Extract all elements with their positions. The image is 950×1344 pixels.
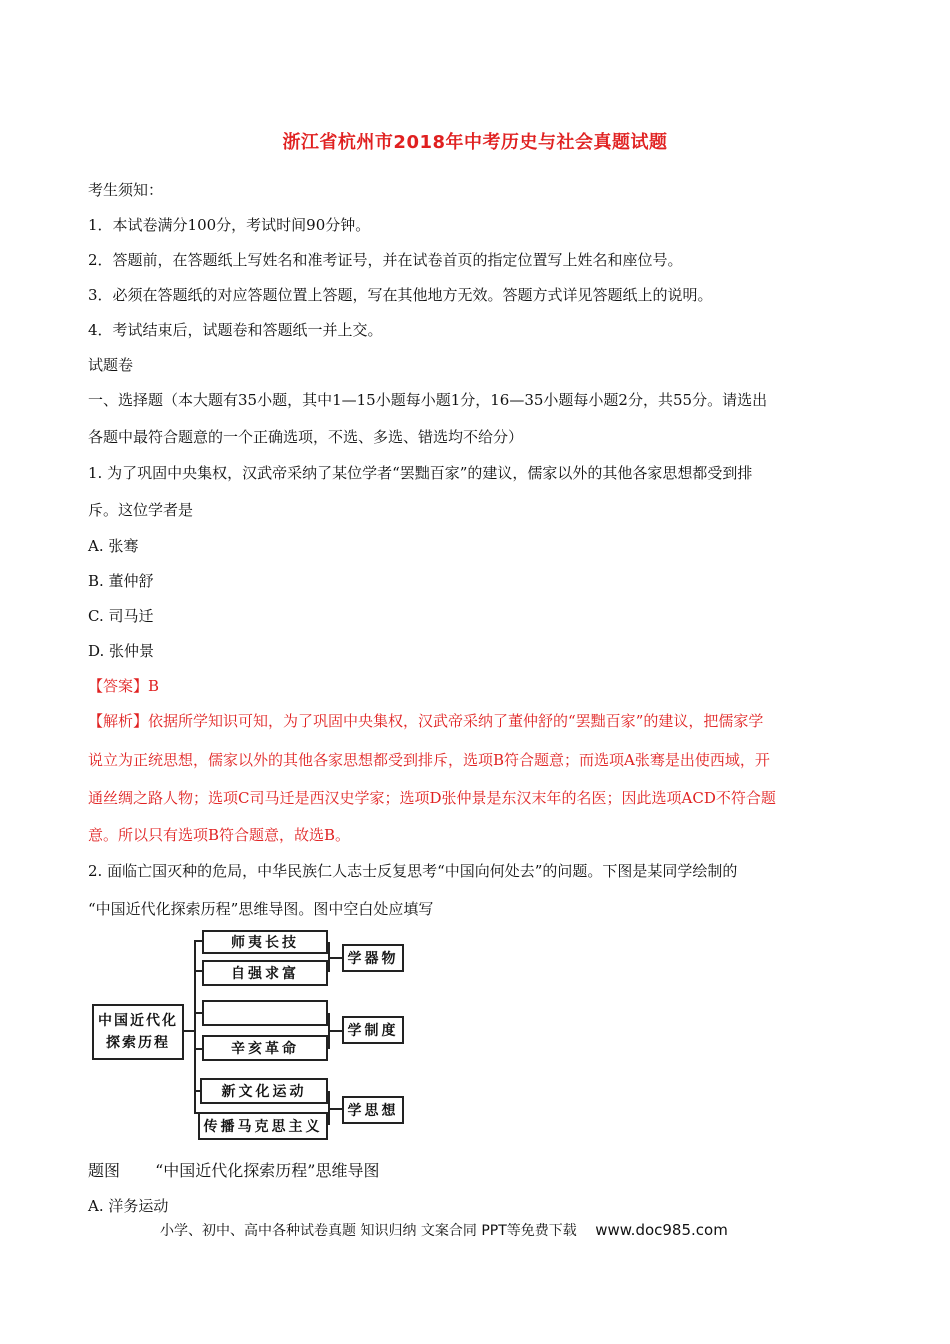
diagram-connector <box>194 970 202 972</box>
diagram-connector <box>194 940 202 942</box>
page-footer <box>160 1220 728 1240</box>
diagram-root-box <box>92 1004 184 1060</box>
diagram-item-box: 辛亥革命 <box>202 1035 328 1061</box>
question-stem-line: 1. 为了巩固中央集权，汉武帝采纳了某位学者“罢黜百家”的建议，儒家以外的其他各家思想都受到排 <box>88 464 753 482</box>
notice-item: 3．必须在答题纸的对应答题位置上答题，写在其他地方无效。答题方式详见答题纸上的说明。 <box>88 286 713 304</box>
section-intro-line: 各题中最符合题意的一个正确选项，不选、多选、错选均不给分） <box>88 428 524 446</box>
footer-text: 小学、初中、高中各种试卷真题 知识归纳 文案合同 PPT等免费下载 <box>160 1223 577 1239</box>
notice-item: 1．本试卷满分100分，考试时间90分钟。 <box>88 216 371 234</box>
diagram-item-box: 师夷长技 <box>202 930 328 954</box>
diagram-connector <box>194 940 196 1112</box>
document-title: 浙江省杭州市2018年中考历史与社会真题试题 <box>282 132 668 153</box>
analysis-line <box>88 711 763 731</box>
diagram-connector <box>328 1030 342 1032</box>
diagram-group-box: 学制度 <box>342 1016 404 1044</box>
section-intro-line: 一、选择题（本大题有35小题，其中1—15小题每小题1分，16—35小题每小题2分，共55分。请选出 <box>88 391 768 409</box>
option-a: A. 张骞 <box>88 537 139 555</box>
diagram-connector <box>328 1108 342 1110</box>
question-stem-line: 2. 面临亡国灭种的危局，中华民族仁人志士反复思考“中国向何处去”的问题。下图是某同学绘制的 <box>88 862 738 880</box>
diagram-group-box: 学思想 <box>342 1096 404 1124</box>
diagram-connector <box>328 957 342 959</box>
option-a: A. 洋务运动 <box>88 1197 169 1215</box>
option-b: B. 董仲舒 <box>88 572 154 590</box>
diagram-caption <box>88 1158 379 1181</box>
diagram-blank-box <box>202 1000 328 1026</box>
notice-item: 4．考试结束后，试题卷和答题纸一并上交。 <box>88 321 383 339</box>
question-stem-line: “中国近代化探索历程”思维导图。图中空白处应填写 <box>88 900 434 918</box>
option-d: D. 张仲景 <box>88 642 155 660</box>
diagram-item-box: 自强求富 <box>202 960 328 986</box>
diagram-group-box: 学器物 <box>342 944 404 972</box>
analysis-text: 依据所学知识可知，为了巩固中央集权，汉武帝采纳了董仲舒的“罢黜百家”的建议，把儒家学 <box>148 712 764 730</box>
question-stem-line: 斥。这位学者是 <box>88 501 194 519</box>
caption-label: 题图 <box>88 1161 121 1180</box>
notice-header: 考生须知： <box>88 181 164 199</box>
analysis-line: 通丝绸之路人物；选项C司马迁是西汉史学家；选项D张仲景是东汉末年的名医；因此选项ACD不符合题 <box>88 789 776 807</box>
diagram-connector <box>194 1012 202 1014</box>
answer-line: 【答案】B <box>88 677 160 695</box>
diagram-item-box: 新文化运动 <box>200 1078 328 1104</box>
analysis-line: 意。所以只有选项B符合题意，故选B。 <box>88 826 351 844</box>
option-c: C. 司马迁 <box>88 607 154 625</box>
footer-url[interactable]: www.doc985.com <box>595 1221 728 1239</box>
analysis-line: 说立为正统思想，儒家以外的其他各家思想都受到排斥，选项B符合题意；而选项A张骞是出使西域，开 <box>88 751 770 769</box>
diagram-item-box: 传播马克思主义 <box>198 1112 328 1140</box>
diagram-root-line: 探索历程 <box>106 1035 170 1051</box>
notice-item: 2．答题前，在答题纸上写姓名和准考证号，并在试卷首页的指定位置写上姓名和座位号。 <box>88 251 683 269</box>
analysis-label: 【解析】 <box>88 712 149 730</box>
caption-text: “中国近代化探索历程”思维导图 <box>155 1161 380 1180</box>
diagram-root-line: 中国近代化 <box>98 1013 178 1029</box>
diagram-connector <box>194 1048 202 1050</box>
section-label: 试题卷 <box>88 356 134 374</box>
